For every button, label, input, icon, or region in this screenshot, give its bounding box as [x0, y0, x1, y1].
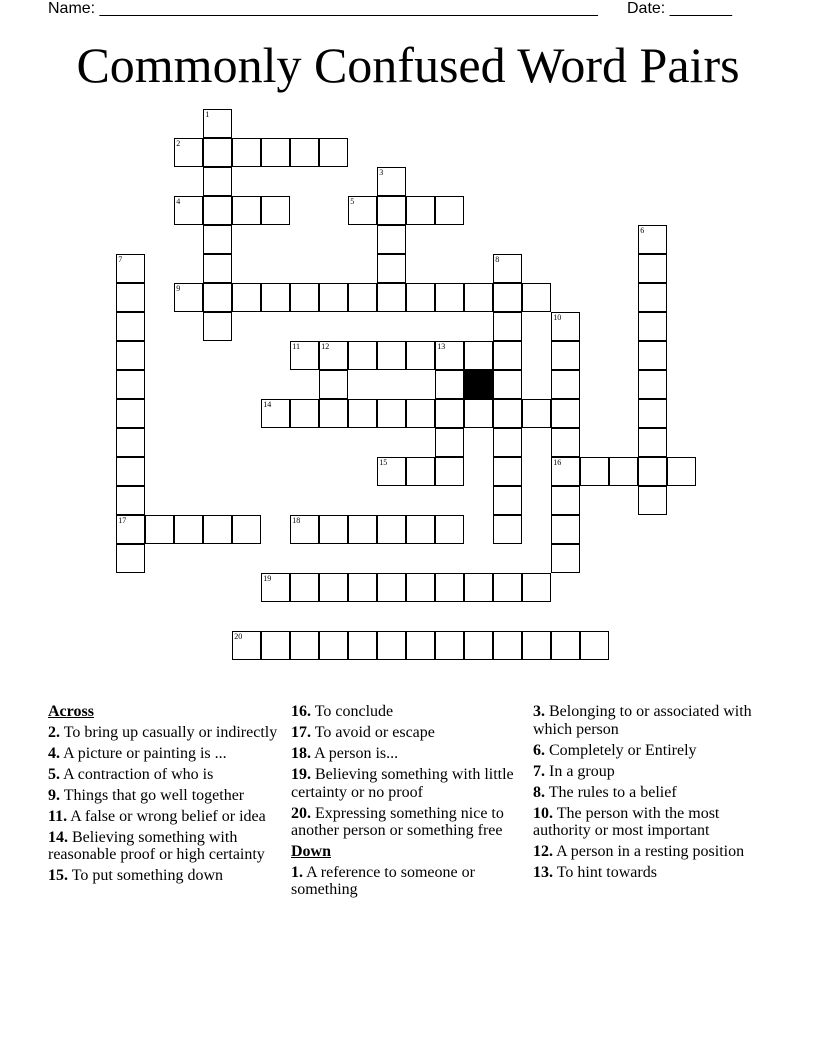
- name-field: Name: ________________________________________________________: [48, 0, 598, 17]
- clue-text: The rules to a belief: [548, 783, 677, 801]
- grid-cell[interactable]: [203, 138, 232, 167]
- clue-number: 18.: [291, 745, 311, 762]
- grid-cell[interactable]: [464, 399, 493, 428]
- clue-down-item: [533, 843, 758, 861]
- grid-cell[interactable]: [348, 515, 377, 544]
- grid-cell[interactable]: [464, 341, 493, 370]
- clue-down-item: [533, 805, 758, 840]
- clue-down-item: [533, 864, 758, 882]
- clue-down-item: [533, 784, 758, 802]
- clue-number: 20.: [291, 804, 311, 822]
- grid-cell[interactable]: [116, 254, 145, 283]
- grid-cell[interactable]: [464, 573, 493, 602]
- grid-cell[interactable]: [232, 631, 261, 660]
- clue-number: 5.: [48, 765, 60, 783]
- cell-number: 16: [553, 458, 562, 468]
- grid-cell[interactable]: [319, 138, 348, 167]
- clue-number: 6.: [533, 741, 545, 759]
- grid-cell[interactable]: [493, 515, 522, 544]
- grid-cell[interactable]: [551, 312, 580, 341]
- clue-number: 1.: [291, 863, 303, 881]
- clue-across-item: [291, 703, 526, 721]
- grid-cell[interactable]: [551, 370, 580, 399]
- grid-cell[interactable]: [638, 312, 667, 341]
- grid-cell[interactable]: [116, 283, 145, 312]
- clue-text: A picture or painting is ...: [63, 744, 227, 762]
- grid-cell[interactable]: [406, 457, 435, 486]
- grid-cell[interactable]: [319, 573, 348, 602]
- clue-number: 2.: [48, 723, 60, 741]
- clues-column-2: [291, 703, 526, 902]
- grid-cell[interactable]: [116, 428, 145, 457]
- cell-number: 19: [263, 574, 272, 584]
- grid-cell[interactable]: [638, 254, 667, 283]
- grid-cell[interactable]: [435, 631, 464, 660]
- cell-number: 20: [234, 632, 243, 642]
- clues-column-1: [48, 703, 283, 888]
- cell-number: 6: [640, 226, 645, 236]
- clue-number: 11.: [48, 807, 68, 825]
- grid-cell[interactable]: [493, 428, 522, 457]
- clue-number: 19.: [291, 766, 311, 783]
- grid-cell[interactable]: [406, 631, 435, 660]
- clue-text: A reference to someone or something: [291, 863, 475, 898]
- clue-number: 10.: [533, 804, 553, 822]
- clue-number: 4.: [48, 744, 60, 762]
- clue-across-item: [291, 805, 526, 840]
- clue-number: 17.: [291, 724, 311, 741]
- grid-cell[interactable]: [377, 631, 406, 660]
- grid-cell[interactable]: [261, 283, 290, 312]
- page-title: Commonly Confused Word Pairs: [76, 37, 740, 93]
- grid-cell[interactable]: [406, 283, 435, 312]
- clue-across-item: [48, 724, 283, 742]
- clue-across-item: [48, 766, 283, 784]
- cell-number: 4: [176, 197, 181, 207]
- grid-cell[interactable]: [435, 283, 464, 312]
- grid-cell[interactable]: [638, 457, 667, 486]
- grid-cell[interactable]: [551, 428, 580, 457]
- grid-cell[interactable]: [493, 254, 522, 283]
- cell-number: 8: [495, 255, 500, 265]
- grid-cell[interactable]: [435, 196, 464, 225]
- clue-across-item: [291, 724, 526, 742]
- grid-cell[interactable]: [493, 573, 522, 602]
- grid-cell[interactable]: [377, 283, 406, 312]
- clue-number: 14.: [48, 828, 68, 846]
- grid-cell[interactable]: [203, 515, 232, 544]
- grid-cell[interactable]: [522, 631, 551, 660]
- cell-number: 2: [176, 139, 181, 149]
- grid-cell[interactable]: [638, 283, 667, 312]
- grid-cell[interactable]: [116, 312, 145, 341]
- grid-cell[interactable]: [174, 283, 203, 312]
- grid-cell[interactable]: [551, 544, 580, 573]
- grid-cell[interactable]: [174, 138, 203, 167]
- clue-number: 15.: [48, 867, 68, 884]
- grid-cell[interactable]: [348, 573, 377, 602]
- clue-number: 13.: [533, 864, 553, 881]
- grid-cell[interactable]: [203, 312, 232, 341]
- clue-across-item: [48, 787, 283, 805]
- grid-cell[interactable]: [493, 486, 522, 515]
- clue-down-item: [291, 864, 526, 899]
- grid-cell[interactable]: [232, 138, 261, 167]
- clue-text: To avoid or escape: [314, 724, 435, 741]
- grid-cell[interactable]: [261, 138, 290, 167]
- clues-column-3: [533, 703, 758, 885]
- grid-cell[interactable]: [145, 515, 174, 544]
- grid-cell[interactable]: [290, 341, 319, 370]
- clue-text: In a group: [549, 762, 615, 780]
- grid-cell[interactable]: [551, 457, 580, 486]
- grid-cell[interactable]: [551, 515, 580, 544]
- clue-text: The person with the most authority or most important: [533, 804, 720, 839]
- cell-number: 9: [176, 284, 181, 294]
- grid-cell[interactable]: [116, 370, 145, 399]
- grid-cell[interactable]: [638, 225, 667, 254]
- grid-cell[interactable]: [435, 515, 464, 544]
- grid-cell[interactable]: [493, 399, 522, 428]
- grid-cell[interactable]: [464, 283, 493, 312]
- cell-number: 7: [118, 255, 123, 265]
- grid-cell[interactable]: [377, 196, 406, 225]
- grid-cell[interactable]: [638, 428, 667, 457]
- grid-cell[interactable]: [203, 167, 232, 196]
- grid-cell[interactable]: [290, 631, 319, 660]
- grid-cell[interactable]: [290, 573, 319, 602]
- grid-cell[interactable]: [116, 457, 145, 486]
- clue-number: 9.: [48, 786, 60, 804]
- grid-cell[interactable]: [493, 312, 522, 341]
- grid-cell[interactable]: [435, 370, 464, 399]
- cell-number: 10: [553, 313, 562, 323]
- grid-cell[interactable]: [348, 399, 377, 428]
- clue-text: To bring up casually or indirectly: [63, 723, 278, 741]
- grid-cell[interactable]: [290, 399, 319, 428]
- clue-text: Believing something with little certainty or no proof: [291, 766, 514, 801]
- grid-cell[interactable]: [377, 457, 406, 486]
- grid-cell[interactable]: [203, 283, 232, 312]
- clue-number: 3.: [533, 703, 545, 720]
- clue-text: Things that go well together: [63, 786, 245, 804]
- grid-cell[interactable]: [232, 283, 261, 312]
- grid-cell[interactable]: [261, 399, 290, 428]
- cell-number: 18: [292, 516, 301, 526]
- grid-cell[interactable]: [435, 399, 464, 428]
- grid-cell[interactable]: [406, 573, 435, 602]
- grid-cell[interactable]: [580, 631, 609, 660]
- grid-cell[interactable]: [348, 631, 377, 660]
- grid-cell[interactable]: [435, 573, 464, 602]
- grid-cell[interactable]: [319, 341, 348, 370]
- grid-cell[interactable]: [319, 631, 348, 660]
- clue-text: Completely or Entirely: [549, 741, 697, 759]
- grid-cell[interactable]: [551, 486, 580, 515]
- clue-number: 7.: [533, 762, 545, 780]
- grid-cell[interactable]: [116, 544, 145, 573]
- clue-text: To conclude: [314, 703, 394, 720]
- date-field: Date: _______: [627, 0, 732, 17]
- grid-cell[interactable]: [348, 283, 377, 312]
- grid-cell[interactable]: [580, 457, 609, 486]
- grid-cell[interactable]: [406, 196, 435, 225]
- grid-cell[interactable]: [377, 573, 406, 602]
- grid-cell[interactable]: [116, 341, 145, 370]
- grid-cell[interactable]: [116, 515, 145, 544]
- grid-cell[interactable]: [203, 196, 232, 225]
- grid-cell[interactable]: [261, 196, 290, 225]
- cell-number: 5: [350, 197, 355, 207]
- clue-down-item: [533, 703, 758, 738]
- clue-across-item: [291, 745, 526, 763]
- grid-cell[interactable]: [290, 138, 319, 167]
- clue-number: 12.: [533, 843, 553, 860]
- grid-cell[interactable]: [493, 631, 522, 660]
- clue-across-item: [48, 808, 283, 826]
- down-heading: Down: [291, 843, 332, 860]
- clue-number: 16.: [291, 703, 311, 720]
- grid-cell[interactable]: [551, 631, 580, 660]
- clue-down-item: [533, 742, 758, 760]
- grid-cell[interactable]: [203, 225, 232, 254]
- grid-cell[interactable]: [232, 515, 261, 544]
- grid-cell[interactable]: [493, 370, 522, 399]
- grid-cell[interactable]: [377, 254, 406, 283]
- grid-cell[interactable]: [348, 196, 377, 225]
- grid-cell[interactable]: [406, 399, 435, 428]
- grid-cell[interactable]: [261, 573, 290, 602]
- clue-text: A person in a resting position: [556, 843, 745, 860]
- grid-cell[interactable]: [551, 341, 580, 370]
- black-cell: [464, 370, 493, 399]
- grid-cell[interactable]: [406, 341, 435, 370]
- grid-cell[interactable]: [667, 457, 696, 486]
- clue-text: A contraction of who is: [63, 765, 214, 783]
- grid-cell[interactable]: [522, 573, 551, 602]
- clue-text: A false or wrong belief or idea: [70, 807, 266, 825]
- clue-down-item: [533, 763, 758, 781]
- grid-cell[interactable]: [377, 515, 406, 544]
- grid-cell[interactable]: [319, 283, 348, 312]
- grid-cell[interactable]: [348, 341, 377, 370]
- cell-number: 11: [292, 342, 300, 352]
- grid-cell[interactable]: [261, 631, 290, 660]
- grid-cell[interactable]: [377, 341, 406, 370]
- grid-cell[interactable]: [638, 486, 667, 515]
- cell-number: 15: [379, 458, 388, 468]
- clue-text: To put something down: [71, 867, 224, 884]
- grid-cell[interactable]: [522, 399, 551, 428]
- clue-text: To hint towards: [556, 864, 657, 881]
- cell-number: 17: [118, 516, 127, 526]
- clue-across-item: [48, 829, 283, 864]
- clue-number: 8.: [533, 783, 545, 801]
- grid-cell[interactable]: [290, 515, 319, 544]
- cell-number: 3: [379, 168, 384, 178]
- clue-text: Belonging to or associated with which person: [533, 703, 752, 738]
- grid-cell[interactable]: [203, 109, 232, 138]
- grid-cell[interactable]: [290, 283, 319, 312]
- grid-cell[interactable]: [319, 515, 348, 544]
- grid-cell[interactable]: [377, 399, 406, 428]
- grid-cell[interactable]: [464, 631, 493, 660]
- grid-cell[interactable]: [174, 515, 203, 544]
- grid-cell[interactable]: [638, 370, 667, 399]
- grid-cell[interactable]: [319, 370, 348, 399]
- across-heading: Across: [48, 703, 94, 720]
- grid-cell[interactable]: [435, 341, 464, 370]
- cell-number: 1: [205, 110, 210, 120]
- grid-cell[interactable]: [232, 196, 261, 225]
- grid-cell[interactable]: [116, 399, 145, 428]
- grid-cell[interactable]: [609, 457, 638, 486]
- grid-cell[interactable]: [551, 399, 580, 428]
- clue-across-item: [48, 745, 283, 763]
- clue-across-item: [291, 766, 526, 801]
- grid-cell[interactable]: [435, 457, 464, 486]
- grid-cell[interactable]: [435, 428, 464, 457]
- grid-cell[interactable]: [638, 399, 667, 428]
- grid-cell[interactable]: [493, 457, 522, 486]
- grid-cell[interactable]: [116, 486, 145, 515]
- grid-cell[interactable]: [493, 283, 522, 312]
- clue-text: Believing something with reasonable proof or high certainty: [48, 828, 265, 863]
- grid-cell[interactable]: [406, 515, 435, 544]
- cell-number: 12: [321, 342, 330, 352]
- grid-cell[interactable]: [493, 341, 522, 370]
- grid-cell[interactable]: [638, 341, 667, 370]
- cell-number: 14: [263, 400, 272, 410]
- grid-cell[interactable]: [203, 254, 232, 283]
- grid-cell[interactable]: [522, 283, 551, 312]
- cell-number: 13: [437, 342, 446, 352]
- clue-across-item: [48, 867, 283, 885]
- clue-text: Expressing something nice to another person or something free: [291, 804, 504, 839]
- grid-cell[interactable]: [174, 196, 203, 225]
- grid-cell[interactable]: [377, 225, 406, 254]
- clue-text: A person is...: [314, 745, 399, 762]
- grid-cell[interactable]: [319, 399, 348, 428]
- grid-cell[interactable]: [377, 167, 406, 196]
